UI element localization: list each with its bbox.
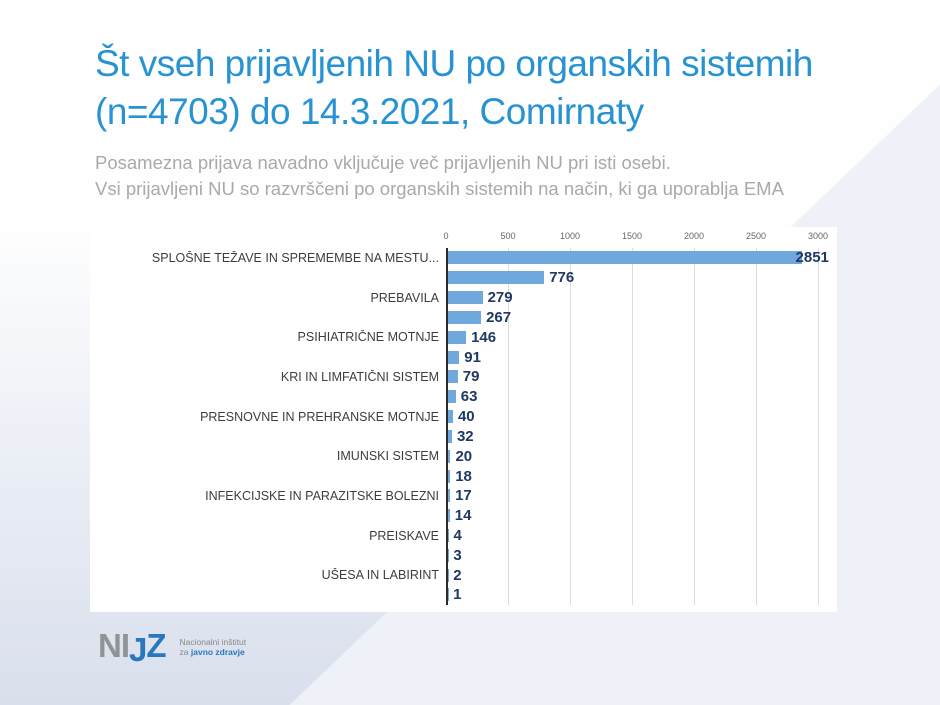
nijz-logo bbox=[98, 626, 166, 666]
value-label: 1 bbox=[453, 586, 462, 604]
logo-text-ni: NI bbox=[98, 627, 129, 664]
chart-row bbox=[90, 545, 837, 565]
bar-zone bbox=[446, 566, 837, 584]
x-axis-tick: 0 bbox=[443, 231, 449, 241]
chart-row bbox=[90, 526, 837, 546]
tagline-line-2-prefix: za bbox=[179, 647, 191, 657]
value-label: 2 bbox=[453, 566, 462, 584]
chart-row bbox=[90, 248, 837, 268]
x-axis-tick: 500 bbox=[500, 231, 516, 241]
value-label: 2851 bbox=[795, 249, 829, 267]
bar-zone bbox=[446, 427, 837, 445]
x-axis-tick: 1000 bbox=[559, 231, 581, 241]
category-label: SPLOŠNE TEŽAVE IN SPREMEMBE NA MESTU... bbox=[151, 250, 439, 265]
tagline-line-2-bold: javno zdravje bbox=[190, 647, 245, 657]
logo-tagline bbox=[180, 637, 247, 657]
chart-row bbox=[90, 426, 837, 446]
bar-zone bbox=[446, 447, 837, 465]
x-axis-tick: 3000 bbox=[807, 231, 829, 241]
chart-row bbox=[90, 466, 837, 486]
value-label: 32 bbox=[456, 427, 474, 445]
value-label: 776 bbox=[549, 269, 575, 287]
bar bbox=[448, 410, 453, 423]
value-label: 267 bbox=[486, 308, 512, 326]
value-label: 20 bbox=[455, 447, 473, 465]
bar bbox=[448, 509, 450, 522]
value-label: 18 bbox=[455, 467, 472, 485]
bar-zone bbox=[446, 289, 837, 307]
title-line-1: Št vseh prijavljenih NU po organskih sistemih bbox=[95, 43, 813, 84]
bar-chart bbox=[90, 227, 837, 612]
bar bbox=[448, 470, 450, 483]
bar-zone bbox=[446, 249, 837, 267]
value-label: 17 bbox=[455, 487, 472, 505]
chart-row bbox=[90, 486, 837, 506]
chart-row bbox=[90, 506, 837, 526]
chart-row bbox=[90, 565, 837, 585]
logo-text-z: Z bbox=[146, 627, 166, 664]
bar-zone bbox=[446, 328, 837, 346]
bar bbox=[448, 450, 450, 463]
chart-rows bbox=[90, 248, 837, 605]
bar-zone bbox=[446, 487, 837, 505]
value-label: 14 bbox=[454, 507, 472, 525]
bar-zone bbox=[446, 467, 837, 485]
value-label: 146 bbox=[471, 328, 497, 346]
bar bbox=[448, 291, 483, 304]
bar-zone bbox=[446, 529, 837, 542]
chart-row bbox=[90, 367, 837, 387]
slide-subtitle bbox=[95, 150, 915, 202]
bar-zone bbox=[446, 269, 837, 287]
value-label: 40 bbox=[457, 408, 475, 426]
chart-row bbox=[90, 268, 837, 288]
category-label: UŠESA IN LABIRINT bbox=[321, 568, 439, 583]
chart-row bbox=[90, 307, 837, 327]
bar-zone bbox=[446, 408, 837, 426]
bar-zone bbox=[446, 368, 837, 386]
chart-row bbox=[90, 446, 837, 466]
category-label: INFEKCIJSKE IN PARAZITSKE BOLEZNI bbox=[205, 488, 439, 503]
title-line-2: (n=4703) do 14.3.2021, Comirnaty bbox=[95, 91, 644, 132]
bar bbox=[448, 370, 458, 383]
bar bbox=[448, 489, 450, 502]
footer bbox=[98, 626, 246, 666]
x-axis-tick: 1500 bbox=[621, 231, 643, 241]
chart-row bbox=[90, 327, 837, 347]
bar-zone bbox=[446, 348, 837, 366]
bar bbox=[448, 271, 544, 284]
value-label: 3 bbox=[453, 546, 462, 564]
tagline-line-1: Nacionalni inštitut bbox=[179, 637, 247, 647]
bar bbox=[448, 390, 456, 403]
bar-zone bbox=[446, 507, 837, 525]
subtitle-line-2: Vsi prijavljeni NU so razvrščeni po organskih sistemih na način, ki ga uporablja EMA bbox=[95, 178, 784, 199]
category-label: IMUNSKI SISTEM bbox=[336, 449, 439, 464]
chart-row bbox=[90, 387, 837, 407]
category-label: PRESNOVNE IN PREHRANSKE MOTNJE bbox=[200, 409, 439, 424]
value-label: 79 bbox=[462, 368, 480, 386]
value-label: 91 bbox=[464, 348, 481, 366]
subtitle-line-1: Posamezna prijava navadno vključuje več prijavljenih NU pri isti osebi. bbox=[95, 152, 671, 173]
value-label: 4 bbox=[453, 527, 462, 544]
category-label: PREBAVILA bbox=[370, 290, 439, 305]
bar bbox=[448, 251, 802, 264]
bar bbox=[448, 311, 481, 324]
bar-zone bbox=[446, 388, 837, 406]
chart-row bbox=[90, 407, 837, 427]
y-axis-line bbox=[446, 248, 448, 605]
value-label: 279 bbox=[487, 289, 513, 307]
bar bbox=[448, 430, 452, 443]
chart-row bbox=[90, 347, 837, 367]
category-label: PSIHIATRIČNE MOTNJE bbox=[297, 330, 439, 345]
chart-row bbox=[90, 585, 837, 605]
bar bbox=[448, 331, 466, 344]
x-axis-tick: 2000 bbox=[683, 231, 705, 241]
bar-zone bbox=[446, 586, 837, 604]
slide-title bbox=[95, 40, 915, 136]
category-label: PREISKAVE bbox=[369, 528, 439, 543]
x-axis-tick: 2500 bbox=[745, 231, 767, 241]
chart-row bbox=[90, 288, 837, 308]
bar bbox=[448, 351, 459, 364]
bar-zone bbox=[446, 308, 837, 326]
bar-zone bbox=[446, 546, 837, 564]
category-label: KRI IN LIMFATIČNI SISTEM bbox=[280, 369, 439, 384]
x-axis-tick-labels bbox=[443, 231, 837, 245]
logo-text-j: J bbox=[129, 631, 147, 668]
value-label: 63 bbox=[460, 388, 478, 406]
